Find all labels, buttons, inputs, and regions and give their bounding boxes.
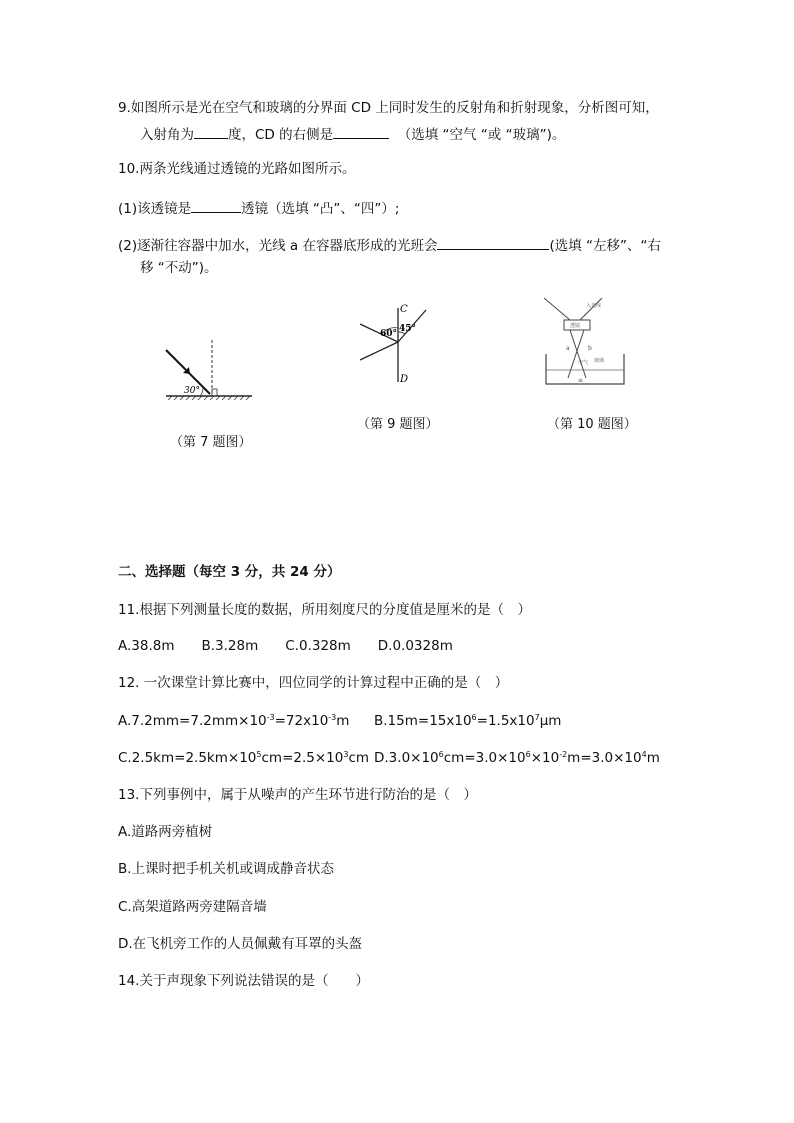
q10-part1 (118, 198, 399, 218)
fig7-angle-label: 30° (184, 386, 200, 396)
q12-b-text-2: =1.5x10 (476, 713, 535, 729)
q12-d-exp-1: 6 (438, 750, 444, 759)
q13-stem: 13.下列事例中，属于从噪声的产生环节进行防治的是（ ） (118, 787, 477, 803)
q9-line2 (140, 124, 565, 144)
fig10-caption: （第 10 题图） (547, 417, 637, 432)
fig10-label-light: 入光线 (586, 303, 602, 309)
q12-b-text-1: B.15m=15x10 (374, 713, 472, 729)
q9-line1: 9.如图所示是光在空气和玻璃的分界面 CD 上同时发生的反射角和折射现象，分析图可知， (118, 100, 659, 116)
fig9-label-c: C (400, 304, 408, 315)
q11-options: A.38.8m B.3.28m C.0.328m D.0.0328m (118, 638, 453, 654)
q12-a-text-2: =72x10 (274, 713, 329, 729)
figure-9 (350, 300, 450, 390)
q10-part2 (118, 235, 661, 255)
q13-option-a: A.道路两旁植树 (118, 824, 213, 840)
q12-option-b (374, 712, 561, 730)
fig9-caption: （第 9 题图） (357, 417, 439, 432)
q12-d-exp-3: -2 (559, 750, 568, 759)
q12-d-exp-2: 6 (525, 750, 531, 759)
q13-option-b: B.上课时把手机关机或调成静音状态 (118, 861, 335, 877)
q10-line1: 10.两条光线通过透镜的光路如图所示。 (118, 161, 356, 177)
fig9-ray-lower-left (360, 342, 398, 360)
fig9-angle-45: 45° (399, 324, 417, 334)
figure-7 (160, 336, 256, 406)
q12-c-text-3: cm (348, 750, 370, 766)
q12-a-exp-1: -3 (266, 713, 275, 722)
fig10-incoming-ray-left (544, 298, 570, 320)
q12-b-exp-1: 6 (471, 713, 477, 722)
q12-b-exp-2: 7 (534, 713, 540, 722)
fig10-label-a: a (566, 345, 570, 352)
fig10-out-ray-a (570, 330, 589, 378)
q12-c-exp-1: 5 (256, 750, 262, 759)
q9-text-c: （选填 “空气 “或 “玻璃”)。 (397, 127, 566, 143)
fig10-label-glass: 玻璃 (594, 358, 605, 364)
q10-p2-text-a: (2)逐渐往容器中加水，光线 a 在容器底形成的光班会 (118, 238, 438, 254)
q9-blank-angle[interactable] (194, 124, 228, 139)
fig10-container (546, 354, 624, 384)
fig10-label-lens: 透镜 (570, 323, 581, 329)
q14-stem: 14.关于声现象下列说法错误的是（ ） (118, 973, 369, 989)
q12-c-text-2: cm=2.5×10 (261, 750, 344, 766)
q12-d-exp-4: 4 (641, 750, 647, 759)
q12-option-c (118, 749, 369, 767)
q12-d-text-3: ×10 (530, 750, 560, 766)
q12-c-text-1: C.2.5km=2.5km×10 (118, 750, 257, 766)
fig7-caption: （第 7 题图） (170, 435, 252, 450)
q12-d-text-1: D.3.0×10 (374, 750, 439, 766)
figure-10 (540, 292, 630, 392)
q10-p1-text-b: 透镜（选填 “凸”、“四”）; (241, 201, 400, 217)
q12-d-text-5: m (646, 750, 660, 766)
q9-text-a: 入射角为 (140, 127, 194, 143)
q12-c-exp-2: 3 (343, 750, 349, 759)
q10-blank-spot[interactable] (437, 235, 549, 250)
q10-blank-lens[interactable] (191, 198, 241, 213)
q12-d-text-2: cm=3.0×10 (443, 750, 526, 766)
q13-option-d: D.在飞机旁工作的人员佩戴有耳罩的头盔 (118, 936, 363, 952)
q12-d-text-4: m=3.0×10 (567, 750, 642, 766)
q12-stem: 12. 一次课堂计算比赛中，四位同学的计算过程中正确的是（ ） (118, 675, 509, 691)
q9-text-b: 度，CD 的右侧是 (228, 127, 334, 143)
fig10-label-air: 空气 (578, 360, 589, 366)
fig10-water-mark: ≡ (578, 377, 584, 384)
q12-option-a (118, 712, 349, 730)
fig9-angle-60: 60° (380, 329, 398, 339)
q12-b-text-3: μm (539, 713, 562, 729)
fig7-right-angle-mark (212, 389, 217, 396)
q12-option-d (374, 749, 660, 767)
fig7-angle-arc (200, 387, 203, 396)
section2-title: 二、选择题（每空 3 分，共 24 分） (118, 564, 341, 580)
q12-a-exp-2: -3 (328, 713, 337, 722)
fig10-incoming-ray-right (580, 298, 602, 320)
q10-p2-text-b: (选填 “左移”、“右 (549, 238, 662, 254)
q12-a-text-1: A.7.2mm=7.2mm×10 (118, 713, 267, 729)
q11-stem: 11.根据下列测量长度的数据，所用刻度尺的分度值是厘米的是（ ） (118, 602, 531, 618)
q12-a-text-3: m (336, 713, 350, 729)
q10-p1-text-a: (1)该透镜是 (118, 201, 192, 217)
fig10-label-b: b (588, 345, 592, 352)
fig9-label-d: D (400, 374, 409, 385)
fig10-out-ray-b (568, 330, 584, 378)
q13-option-c: C.高架道路两旁建隔音墙 (118, 899, 267, 915)
q10-part2-cont: 移 “不动”)。 (140, 260, 218, 276)
q9-blank-side[interactable] (333, 124, 389, 139)
